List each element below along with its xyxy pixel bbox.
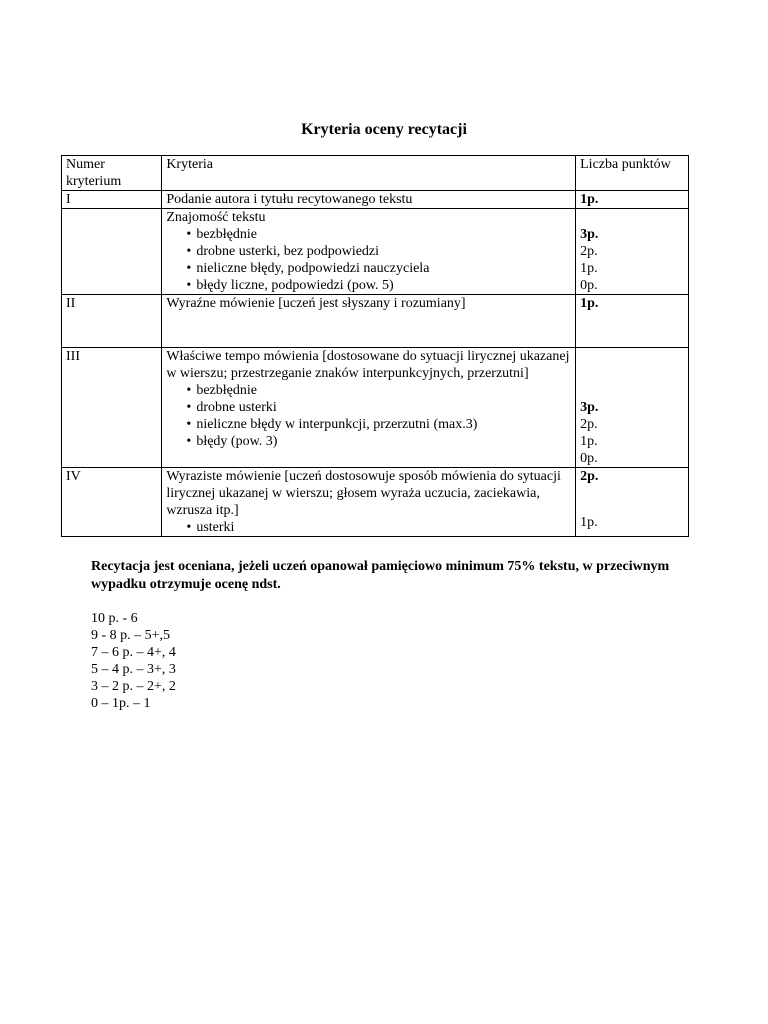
list-item: • bezbłędnie [166, 226, 571, 243]
row-number: III [62, 348, 162, 468]
points-value: 0p. [580, 451, 598, 466]
table-row [62, 348, 689, 468]
row-criterion-cell [162, 468, 576, 537]
row-number [62, 209, 162, 295]
grade-line: 9 - 8 p. – 5+,5 [91, 628, 171, 643]
row-points: 1p. [576, 295, 689, 348]
row-criterion: Wyraziste mówienie [uczeń dostosowuje sposób mówienia do sytuacji lirycznej ukazanej w wierszu; głosem wyraża uczucia, zaciekawia, wzrusza itp.] [166, 469, 561, 518]
grade-line: 0 – 1p. – 1 [91, 696, 151, 711]
row-points: 1p. [576, 191, 689, 209]
row-criterion-cell [162, 209, 576, 295]
row-points-cell [576, 209, 689, 295]
grading-note: Recytacja jest oceniana, jeżeli uczeń opanował pamięciowo minimum 75% tekstu, w przeciwnym wypadku otrzymuje ocenę ndst. [91, 559, 670, 592]
page-title: Kryteria oceny recytacji [301, 121, 467, 138]
row-criterion-cell [162, 348, 576, 468]
points-value: 0p. [580, 278, 598, 293]
points-value: 1p. [580, 515, 598, 530]
grade-scale [91, 610, 176, 712]
list-item: • usterki [166, 519, 571, 536]
points-value: 3p. [580, 400, 599, 415]
points-value: 2p. [580, 244, 598, 259]
header-number: Numer kryterium [62, 156, 162, 191]
criterion-bullets [166, 382, 571, 450]
row-points-cell [576, 468, 689, 537]
row-points-cell [576, 348, 689, 468]
row-criterion: Właściwe tempo mówienia [dostosowane do sytuacji lirycznej ukazanej w wierszu; przestrzeganie znaków interpunkcyjnych, przerzutni] [166, 349, 570, 381]
header-criteria: Kryteria [162, 156, 576, 191]
row-number: IV [62, 468, 162, 537]
table-row [62, 295, 689, 348]
row-criterion: Znajomość tekstu [166, 210, 266, 225]
list-item: • nieliczne błędy, podpowiedzi nauczyciela [166, 260, 571, 277]
points-value: 2p. [580, 417, 598, 432]
list-item: • błędy liczne, podpowiedzi (pow. 5) [166, 277, 571, 294]
points-value: 1p. [580, 261, 598, 276]
list-item: • drobne usterki, bez podpowiedzi [166, 243, 571, 260]
table-row [62, 209, 689, 295]
table-row [62, 191, 689, 209]
criteria-table [61, 155, 689, 537]
points-value: 3p. [580, 227, 599, 242]
list-item: • drobne usterki [166, 399, 571, 416]
criterion-bullets [166, 519, 571, 536]
table-row [62, 468, 689, 537]
list-item: • błędy (pow. 3) [166, 433, 571, 450]
row-criterion: Podanie autora i tytułu recytowanego tekstu [162, 191, 576, 209]
points-value: 2p. [580, 469, 599, 484]
grade-line: 7 – 6 p. – 4+, 4 [91, 645, 176, 660]
row-number: I [62, 191, 162, 209]
row-number: II [62, 295, 162, 348]
grade-line: 10 p. - 6 [91, 611, 138, 626]
list-item: • nieliczne błędy w interpunkcji, przerzutni (max.3) [166, 416, 571, 433]
grade-line: 3 – 2 p. – 2+, 2 [91, 679, 176, 694]
header-points: Liczba punktów [576, 156, 689, 191]
grade-line: 5 – 4 p. – 3+, 3 [91, 662, 176, 677]
points-value: 1p. [580, 434, 598, 449]
list-item: • bezbłędnie [166, 382, 571, 399]
row-criterion: Wyraźne mówienie [uczeń jest słyszany i rozumiany] [162, 295, 576, 348]
table-header-row [62, 156, 689, 191]
criterion-bullets [166, 226, 571, 294]
